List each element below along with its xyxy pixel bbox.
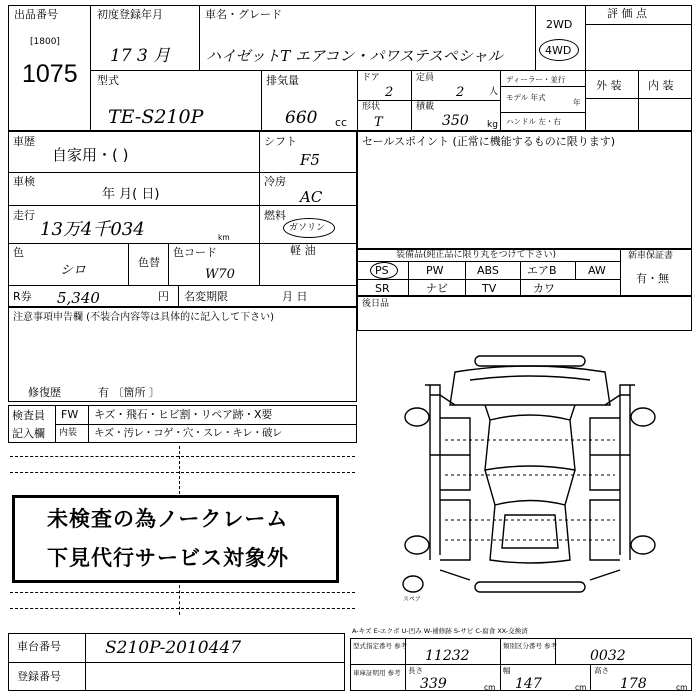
mileage-unit: km xyxy=(218,233,230,242)
shift-value: F5 xyxy=(300,151,320,169)
doors-value: 2 xyxy=(385,85,394,100)
inspector-label-2: 記入欄 xyxy=(12,427,45,440)
lot-label: 出品番号 xyxy=(14,8,58,21)
notes-label: 注意事項申告欄 (不装合内容等は具体的に記入して下さい) xyxy=(13,312,274,323)
recycle-unit: 円 xyxy=(158,290,169,303)
payload-label: 積載 xyxy=(416,102,435,112)
displacement-label: 排気量 xyxy=(266,74,299,87)
banner-line-1: 未検査の為ノークレーム xyxy=(47,507,289,531)
model-year-label: モデル 年式 xyxy=(506,93,546,102)
ac-value: AC xyxy=(300,188,323,206)
displacement-value: 660 xyxy=(285,108,318,128)
color-code-label: 色コード xyxy=(173,246,217,259)
banner-line-2: 下見代行サービス対象外 xyxy=(47,546,289,570)
equip-airbag: エアB xyxy=(527,264,557,277)
cert-label: 型式指定番号 参考 xyxy=(353,642,408,650)
length-label: 長さ xyxy=(408,666,423,675)
capacity-value: 2 xyxy=(456,85,465,100)
width-unit: cm xyxy=(575,683,587,692)
int-value: キズ・汚レ・コゲ・穴・スレ・キレ・破レ xyxy=(94,427,282,439)
shape-value: T xyxy=(374,115,383,130)
color-label: 色 xyxy=(13,246,24,259)
equip-navi: ナビ xyxy=(426,282,448,295)
equip-tv: TV xyxy=(482,282,497,295)
equip-leather: カワ xyxy=(533,282,555,295)
color-code-value: W70 xyxy=(205,267,235,282)
height-unit: cm xyxy=(676,683,688,692)
color-change-label: 色替 xyxy=(138,256,160,269)
mileage-value: 13万4千034 xyxy=(40,219,145,240)
dealer-label: ディーラー・並行 xyxy=(506,75,566,84)
displacement-unit: cc xyxy=(335,116,348,129)
history-value: 自家用・( ) xyxy=(52,146,129,164)
equip-pw: PW xyxy=(426,264,444,277)
equip-ps: PS xyxy=(375,264,389,277)
damage-legend: A-キズ E-エクボ U-凹み W-補修跡 S-サビ C-腐食 XX-交換済 xyxy=(352,627,528,635)
recycle-value: 5,340 xyxy=(57,289,100,307)
lot-number: 1075 xyxy=(22,60,78,88)
reg-cert-label: 車庫証明用 参考 xyxy=(353,669,401,677)
fw-label: FW xyxy=(61,408,79,421)
inspection-value: 年 月( 日) xyxy=(102,187,160,202)
length-value: 339 xyxy=(420,676,447,692)
model-year-unit: 年 xyxy=(573,98,581,107)
later-label: 後日品 xyxy=(362,299,390,309)
fuel-gasoline: ガソリン xyxy=(289,223,326,233)
shift-label: シフト xyxy=(264,135,297,148)
inspection-label: 車検 xyxy=(13,175,35,188)
equip-aw: AW xyxy=(588,264,606,277)
fw-value: キズ・飛石・ヒビ割・リペア跡・X要 xyxy=(94,408,272,421)
lot-code: [1800] xyxy=(30,37,60,47)
inspector-label-1: 検査員 xyxy=(12,409,45,422)
fuel-diesel: 軽 油 xyxy=(290,244,316,257)
payload-value: 350 xyxy=(442,113,469,129)
model-label: 型式 xyxy=(97,74,119,87)
repair-label: 修復歴 xyxy=(28,386,61,399)
chassis-label: 車台番号 xyxy=(17,640,61,653)
transfer-value: 月 日 xyxy=(282,290,308,303)
mileage-label: 走行 xyxy=(13,209,35,222)
drive-2wd: 2WD xyxy=(546,18,573,31)
capacity-label: 定員 xyxy=(416,73,435,83)
cert-value: 11232 xyxy=(425,648,470,664)
fuel-label: 燃料 xyxy=(264,209,286,222)
length-unit: cm xyxy=(484,683,496,692)
first-reg-label: 初度登録年月 xyxy=(97,8,163,21)
class-label: 類別区分番号 参考 xyxy=(503,642,558,650)
capacity-unit: 人 xyxy=(489,87,499,97)
width-value: 147 xyxy=(515,676,542,692)
drive-4wd: 4WD xyxy=(545,44,572,57)
class-value: 0032 xyxy=(590,648,626,664)
doors-label: ドア xyxy=(362,73,380,83)
sales-label: セールスポイント (正常に機能するものに限ります) xyxy=(362,135,616,148)
new-car-label: 新車保証書 xyxy=(628,251,674,261)
equip-abs: ABS xyxy=(477,264,499,277)
shape-label: 形状 xyxy=(362,102,381,112)
chassis-value: S210P-2010447 xyxy=(105,638,242,658)
model-value: TE-S210P xyxy=(108,106,204,128)
recycle-label: R券 xyxy=(13,290,32,303)
height-value: 178 xyxy=(620,676,647,692)
rating-label: 評 価 点 xyxy=(607,7,647,20)
payload-unit: kg xyxy=(487,120,498,130)
first-reg-value: 17 3 月 xyxy=(110,46,171,66)
color-value: シロ xyxy=(60,263,87,278)
spare-label: スペア xyxy=(403,596,422,603)
ac-label: 冷房 xyxy=(264,175,286,188)
equip-sr: SR xyxy=(375,282,390,295)
interior-label: 内 装 xyxy=(648,79,674,92)
handle-label: ハンドル 左・右 xyxy=(506,117,561,126)
int-label: 内装 xyxy=(59,428,78,438)
transfer-label: 名変期限 xyxy=(184,290,228,303)
new-car-value: 有・無 xyxy=(636,272,669,285)
car-name-value: ハイゼットT エアコン・パワステスペシャル xyxy=(206,47,503,65)
car-name-label: 車名・グレード xyxy=(205,8,282,21)
exterior-label: 外 装 xyxy=(596,79,622,92)
history-label: 車歴 xyxy=(13,135,35,148)
height-label: 高さ xyxy=(594,666,609,675)
repair-value: 有 〔箇所 〕 xyxy=(98,386,160,399)
reg-label: 登録番号 xyxy=(17,670,61,683)
equip-label: 装備品(純正品に限り丸をつけて下さい) xyxy=(396,250,557,260)
width-label: 幅 xyxy=(503,666,511,675)
